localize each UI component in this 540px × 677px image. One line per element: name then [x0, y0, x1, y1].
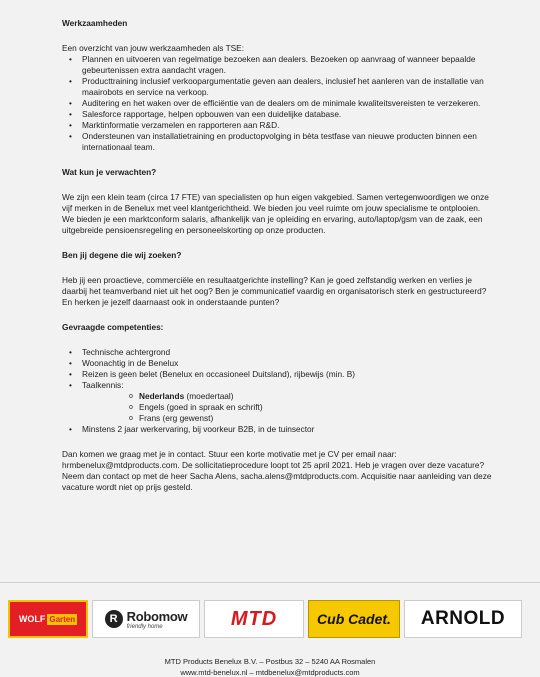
list-item: • Minstens 2 jaar werkervaring, bij voorkeur B2B, in de tuinsector [62, 424, 492, 435]
heading-competenties: Gevraagde competenties: [62, 322, 164, 332]
languages-list [82, 391, 492, 424]
footer-web: www.mtd-benelux.nl – mtdbenelux@mtdproducts.com [180, 668, 360, 677]
verwachten-text: We zijn een klein team (circa 17 FTE) van specialisten op hun eigen vakgebied. Samen vertegenwoordigen we onze vijf merken in de Benelux met veel klantgerichtheid. We bieden jou veel ruimte om jouw specialisme te ontplooien. We bieden je een marktconform salaris, afhankelijk van je opleiding en ervaring, auto/laptop/gsm van de zaak, een uitgebreide pensioensregeling en personeelskorting op onze producten. [62, 192, 489, 235]
list-item [62, 380, 492, 424]
list-item: • Marktinformatie verzamelen en rapporteren aan R&D. [62, 120, 492, 131]
heading-zoeken: Ben jij degene die wij zoeken? [62, 250, 182, 260]
cub-cadet-logo: Cub Cadet. [308, 600, 400, 638]
werkzaamheden-list [62, 54, 492, 153]
footer-address: MTD Products Benelux B.V. – Postbus 32 – 5240 AA Rosmalen [164, 657, 376, 666]
list-item: • Producttraining inclusief verkoopargumentatie geven aan dealers, inclusief het aanleren van de installatie van maairobots en service na verkoop. [62, 76, 492, 98]
language-item [129, 391, 492, 402]
language-detail: Frans (erg gewenst) [139, 413, 214, 423]
werkzaamheden-intro: Een overzicht van jouw werkzaamheden als TSE: [62, 43, 245, 53]
wolf-logo-tag: Garten [49, 614, 76, 624]
list-item: • Woonachtig in de Benelux [62, 358, 492, 369]
robomow-tagline: friendly home [126, 623, 163, 630]
wolf-garten-logo [8, 600, 88, 638]
wolf-logo-text: WOLF [18, 614, 46, 624]
list-item: • Salesforce rapportage, helpen opbouwen van een duidelijke database. [62, 109, 492, 120]
taalkennis-label: Taalkennis: [82, 380, 124, 390]
list-item: • Technische achtergrond [62, 347, 492, 358]
heading-verwachten: Wat kun je verwachten? [62, 167, 157, 177]
competenties-list [62, 347, 492, 435]
vacancy-body [62, 18, 492, 493]
list-item: • Auditering en het waken over de efficiëntie van de dealers om de minimale kwaliteitsvereisten te verzekeren. [62, 98, 492, 109]
arnold-logo: ARNOLD [404, 600, 522, 638]
mtd-logo: MTD [204, 600, 304, 638]
language-item [129, 402, 492, 413]
language-bold: Nederlands [139, 391, 185, 401]
zoeken-text: Heb jij een proactieve, commerciële en resultaatgerichte instelling? Kan je goed zelfstandig werken en verlies je daarbij het teamverband niet uit het oog? Ben je communicatief vaardig en organisatorisch sterk en gestructureerd? En herken je jezelf daarnaast ook in onderstaande punten? [62, 275, 487, 307]
list-item: • Reizen is geen belet (Benelux en occasioneel Duitsland), rijbewijs (min. B) [62, 369, 492, 380]
robomow-mark-icon: R [105, 610, 123, 628]
list-item: • Ondersteunen van installatietraining en productopvolging in bèta testfase van nieuwe producten binnen een internationaal team. [62, 131, 492, 153]
contact-text: Dan komen we graag met je in contact. Stuur een korte motivatie met je CV per email naar: hrmbenelux@mtdproducts.com. De sollicitatieprocedure loopt tot 25 april 2021. Heb je vragen over deze vacature? Neem dan contact op met de heer Sacha Alens, sacha.alens@mtdproducts.com. Acquisitie naar aanleiding van deze vacature wordt niet op prijs gesteld. [62, 449, 492, 492]
brand-logos [8, 600, 534, 640]
list-item: • Plannen en uitvoeren van regelmatige bezoeken aan dealers. Bezoeken op aanvraag of wanneer bepaalde gebeurtenissen extra aandacht vragen. [62, 54, 492, 76]
heading-werkzaamheden: Werkzaamheden [62, 18, 128, 28]
language-detail: Engels (goed in spraak en schrift) [139, 402, 263, 412]
language-item [129, 413, 492, 424]
language-detail: (moedertaal) [184, 391, 234, 401]
divider [0, 582, 540, 583]
robomow-name: Robomow [126, 608, 188, 624]
robomow-logo [92, 600, 200, 638]
